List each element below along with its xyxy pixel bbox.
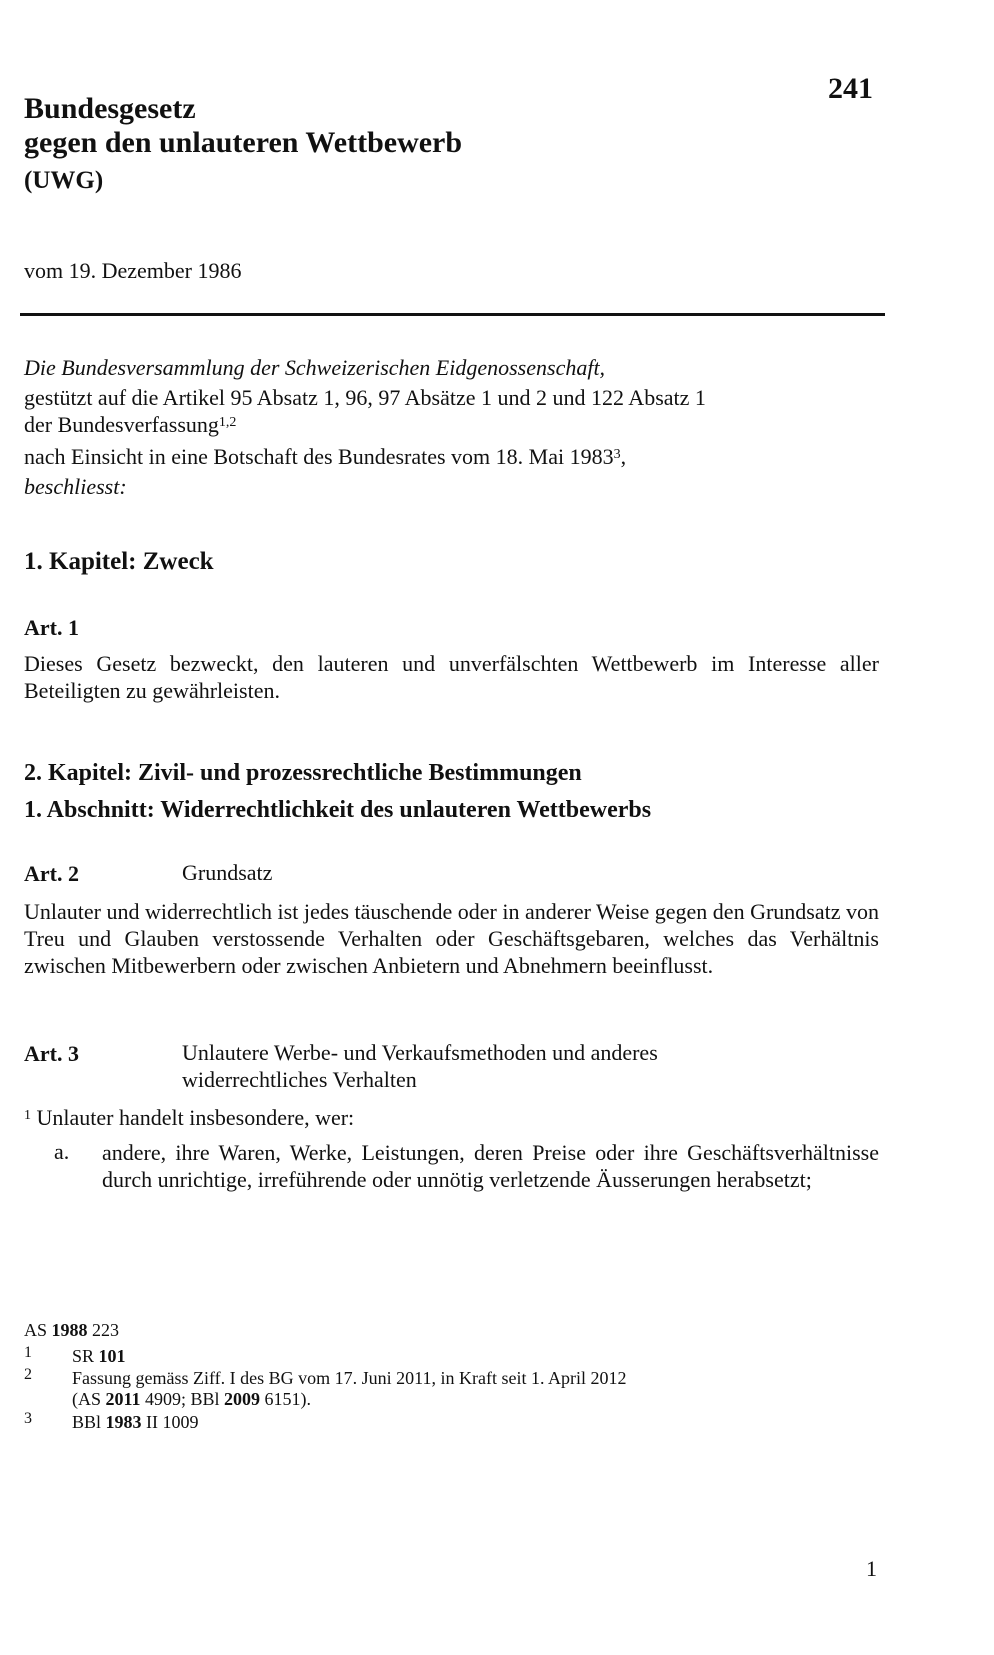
law-abbreviation: (UWG): [24, 167, 104, 194]
chapter-2-heading: 2. Kapitel: Zivil- und prozessrechtliche Bestimmungen: [24, 760, 582, 786]
article-2-text: Unlauter und widerrechtlich ist jedes täuschende oder in anderer Weise gegen den Grundsatz von Treu und Glauben verstossende Verhalten oder Geschäftsgebaren, welches das Verhältnis zwischen Mitbewerbern oder zwischen Anbietern und Abnehmern beeinflusst.: [24, 899, 879, 978]
footnote-number: 3: [24, 1410, 32, 1427]
footnote-number: 2: [24, 1366, 32, 1383]
preamble-decides: beschliesst:: [24, 474, 127, 499]
page-footer-number: 1: [866, 1556, 877, 1581]
article-3-paragraph-1: $^1$ Unlauter handelt insbesondere, wer:: [24, 1105, 355, 1130]
article-2-label: Art. 2: [24, 861, 79, 886]
article-3-item-a: andere, ihre Waren, Werke, Leistungen, deren Preise oder ihre Geschäftsverhältnisse durch unrichtige, irreführende oder unnötig verletzende Äusserungen herabsetzt;: [102, 1140, 879, 1192]
law-title: [24, 92, 462, 198]
chapter-1-heading: 1. Kapitel: Zweck: [24, 548, 214, 575]
article-1-text: Dieses Gesetz bezweckt, den lauteren und unverfälschten Wettbewerb im Interesse aller Beteiligten zu gewährleisten.: [24, 651, 879, 703]
paragraph-number: 1: [24, 1108, 31, 1123]
title-line-1: Bundesgesetz: [24, 92, 196, 125]
article-3-label: Art. 3: [24, 1041, 79, 1066]
footnote-ref: 3: [613, 447, 621, 462]
preamble-assembly: Die Bundesversammlung der Schweizerischen Eidgenossenschaft,: [24, 355, 606, 380]
title-line-2: gegen den unlauteren Wettbewerb: [24, 126, 463, 159]
footnote-number: 1: [24, 1344, 32, 1361]
footnote-1: SR 101: [72, 1346, 126, 1366]
article-1-label: Art. 1: [24, 615, 79, 640]
preamble-basis: gestützt auf die Artikel 95 Absatz 1, 96, 97 Absätze 1 und 2 und 122 Absatz 1 der Bundesverfassung$^{1,2}$: [24, 385, 706, 437]
official-compilation-ref: AS 1988 223: [24, 1320, 120, 1340]
footnote-2: Fassung gemäss Ziff. I des BG vom 17. Juni 2011, in Kraft seit 1. April 2012 (AS 2011 4909; BBl 2009 6151).: [72, 1368, 627, 1409]
preamble: [24, 355, 884, 504]
preamble-message: nach Einsicht in eine Botschaft des Bundesrates vom 18. Mai 1983$^3$,: [24, 444, 627, 469]
page-number: 241: [828, 72, 873, 105]
footnote-ref: 1,2: [218, 415, 237, 430]
footnote-3: BBl 1983 II 1009: [72, 1412, 199, 1432]
list-letter-a: a.: [54, 1139, 70, 1164]
horizontal-rule: [20, 313, 885, 316]
section-1-heading: 1. Abschnitt: Widerrechtlichkeit des unlauteren Wettbewerbs: [24, 797, 652, 823]
article-3-title: Unlautere Werbe- und Verkaufsmethoden und anderes widerrechtliches Verhalten: [182, 1040, 658, 1092]
enactment-date: vom 19. Dezember 1986: [24, 258, 242, 283]
article-2-title: Grundsatz: [182, 860, 273, 885]
